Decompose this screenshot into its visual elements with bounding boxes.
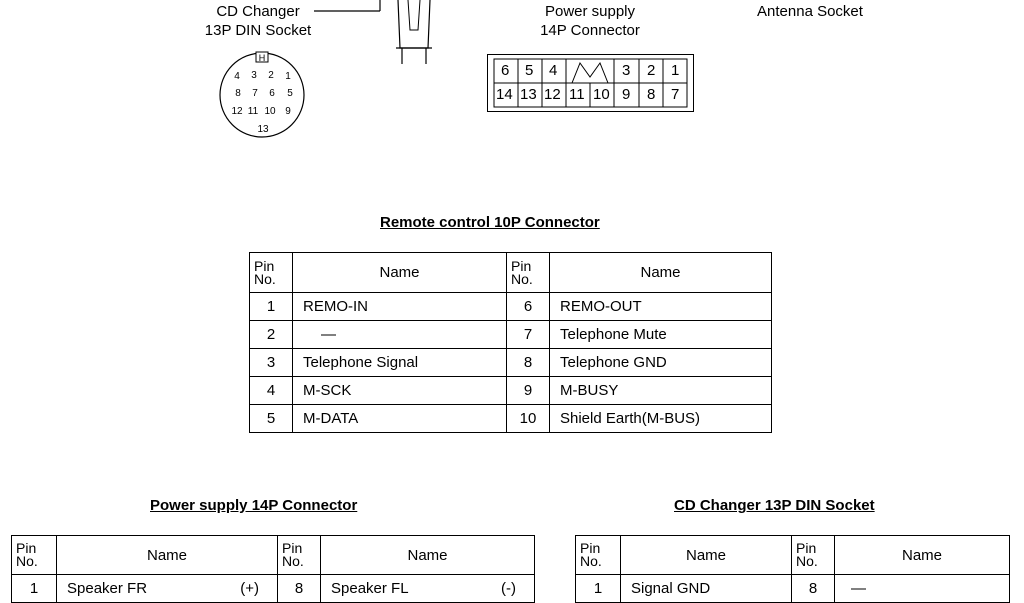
din-socket-diagram bbox=[216, 48, 310, 142]
cd-name-header-1: Name bbox=[621, 536, 792, 575]
c14-bot-14: 14 bbox=[496, 86, 513, 103]
din-pin-12: 12 bbox=[231, 106, 243, 117]
name-cell: Telephone Mute bbox=[550, 321, 772, 349]
table-row bbox=[250, 377, 772, 405]
c14-bot-13: 13 bbox=[520, 86, 537, 103]
pin-cell: 1 bbox=[576, 575, 621, 603]
din-pin-5: 5 bbox=[287, 88, 293, 99]
c14-top-4: 4 bbox=[549, 62, 558, 79]
pin-cell: 3 bbox=[250, 349, 293, 377]
cd-pin-header-1: Pin No. bbox=[576, 536, 621, 575]
din-pin-H: H bbox=[258, 53, 266, 63]
pin-cell: 8 bbox=[792, 575, 835, 603]
din-pin-2: 2 bbox=[268, 70, 274, 81]
din-pin-10: 10 bbox=[264, 106, 276, 117]
c14-bot-10: 10 bbox=[593, 86, 610, 103]
antenna-socket-label: Antenna Socket bbox=[757, 3, 863, 20]
name-cell: Telephone Signal bbox=[293, 349, 507, 377]
name-cell: M-DATA bbox=[293, 405, 507, 433]
c14-bot-11: 11 bbox=[569, 86, 585, 103]
table-row bbox=[250, 293, 772, 321]
name-cell bbox=[321, 575, 535, 603]
name-cell: Shield Earth(M-BUS) bbox=[550, 405, 772, 433]
pin-cell: 8 bbox=[278, 575, 321, 603]
connector-grid bbox=[488, 55, 693, 111]
c14-top-5: 5 bbox=[525, 62, 534, 79]
name-cell: M-SCK bbox=[293, 377, 507, 405]
c14-bot-8: 8 bbox=[647, 86, 656, 103]
din-pin-7: 7 bbox=[252, 88, 258, 99]
din-pin-3: 3 bbox=[251, 70, 257, 81]
pin-cell: 1 bbox=[12, 575, 57, 603]
pin-cell: 4 bbox=[250, 377, 293, 405]
power-pin-header-1: Pin No. bbox=[12, 536, 57, 575]
name-cell: M-BUSY bbox=[550, 377, 772, 405]
remote-pin-header-1: Pin No. bbox=[250, 253, 293, 293]
table-row bbox=[576, 575, 1010, 603]
pin-cell: 8 bbox=[507, 349, 550, 377]
din-pin-13: 13 bbox=[257, 124, 269, 135]
c14-bot-12: 12 bbox=[544, 86, 561, 103]
remote-name-header-2: Name bbox=[550, 253, 772, 293]
pin-cell: 10 bbox=[507, 405, 550, 433]
din-pin-11: 11 bbox=[247, 106, 259, 117]
din-pin-6: 6 bbox=[269, 88, 275, 99]
polarity-text: (-) bbox=[501, 580, 516, 597]
c14-bot-7: 7 bbox=[671, 86, 680, 103]
pin-cell: 6 bbox=[507, 293, 550, 321]
cd-changer-label-line1: CD Changer bbox=[216, 3, 300, 20]
cd-pin-header-2: Pin No. bbox=[792, 536, 835, 575]
power-name-header-2: Name bbox=[321, 536, 535, 575]
din-pin-1: 1 bbox=[285, 71, 291, 82]
cd-name-header-2: Name bbox=[835, 536, 1010, 575]
cd-table-title: CD Changer 13P DIN Socket bbox=[674, 497, 875, 514]
power-table-title: Power supply 14P Connector bbox=[150, 497, 358, 514]
name-cell: — bbox=[835, 575, 1010, 603]
power-pin-header-2: Pin No. bbox=[278, 536, 321, 575]
pin-cell: 1 bbox=[250, 293, 293, 321]
polarity-text: (+) bbox=[240, 580, 259, 597]
name-cell bbox=[57, 575, 278, 603]
pin-cell: 7 bbox=[507, 321, 550, 349]
plug-drawing bbox=[300, 0, 450, 70]
power-table bbox=[11, 535, 535, 603]
cd-changer-label-line2: 13P DIN Socket bbox=[204, 22, 312, 39]
power-supply-label bbox=[510, 2, 670, 40]
c14-top-1: 1 bbox=[671, 62, 680, 79]
table-row bbox=[250, 349, 772, 377]
pin-cell: 5 bbox=[250, 405, 293, 433]
remote-table-title: Remote control 10P Connector bbox=[380, 214, 600, 231]
power-name-header-1: Name bbox=[57, 536, 278, 575]
remote-table bbox=[249, 252, 772, 433]
name-cell: Signal GND bbox=[621, 575, 792, 603]
power-supply-label-line1: Power supply bbox=[544, 3, 636, 20]
c14-top-2: 2 bbox=[647, 62, 656, 79]
table-row bbox=[250, 321, 772, 349]
name-text: Speaker FL bbox=[331, 580, 409, 597]
c14-top-3: 3 bbox=[622, 62, 631, 79]
power-14p-connector-diagram bbox=[487, 54, 694, 112]
name-cell: REMO-OUT bbox=[550, 293, 772, 321]
din-pin-8: 8 bbox=[235, 88, 241, 99]
pin-cell: 2 bbox=[250, 321, 293, 349]
c14-top-6: 6 bbox=[501, 62, 510, 79]
table-row bbox=[12, 575, 535, 603]
power-supply-label-line2: 14P Connector bbox=[540, 22, 640, 39]
cd-table bbox=[575, 535, 1010, 603]
din-pin-4: 4 bbox=[234, 71, 240, 82]
din-pin-9: 9 bbox=[285, 106, 291, 117]
name-cell: REMO-IN bbox=[293, 293, 507, 321]
remote-name-header-1: Name bbox=[293, 253, 507, 293]
pin-cell: 9 bbox=[507, 377, 550, 405]
table-row bbox=[250, 405, 772, 433]
name-cell: Telephone GND bbox=[550, 349, 772, 377]
c14-bot-9: 9 bbox=[622, 86, 631, 103]
remote-pin-header-2: Pin No. bbox=[507, 253, 550, 293]
name-cell: — bbox=[293, 321, 507, 349]
name-text: Speaker FR bbox=[67, 580, 148, 597]
